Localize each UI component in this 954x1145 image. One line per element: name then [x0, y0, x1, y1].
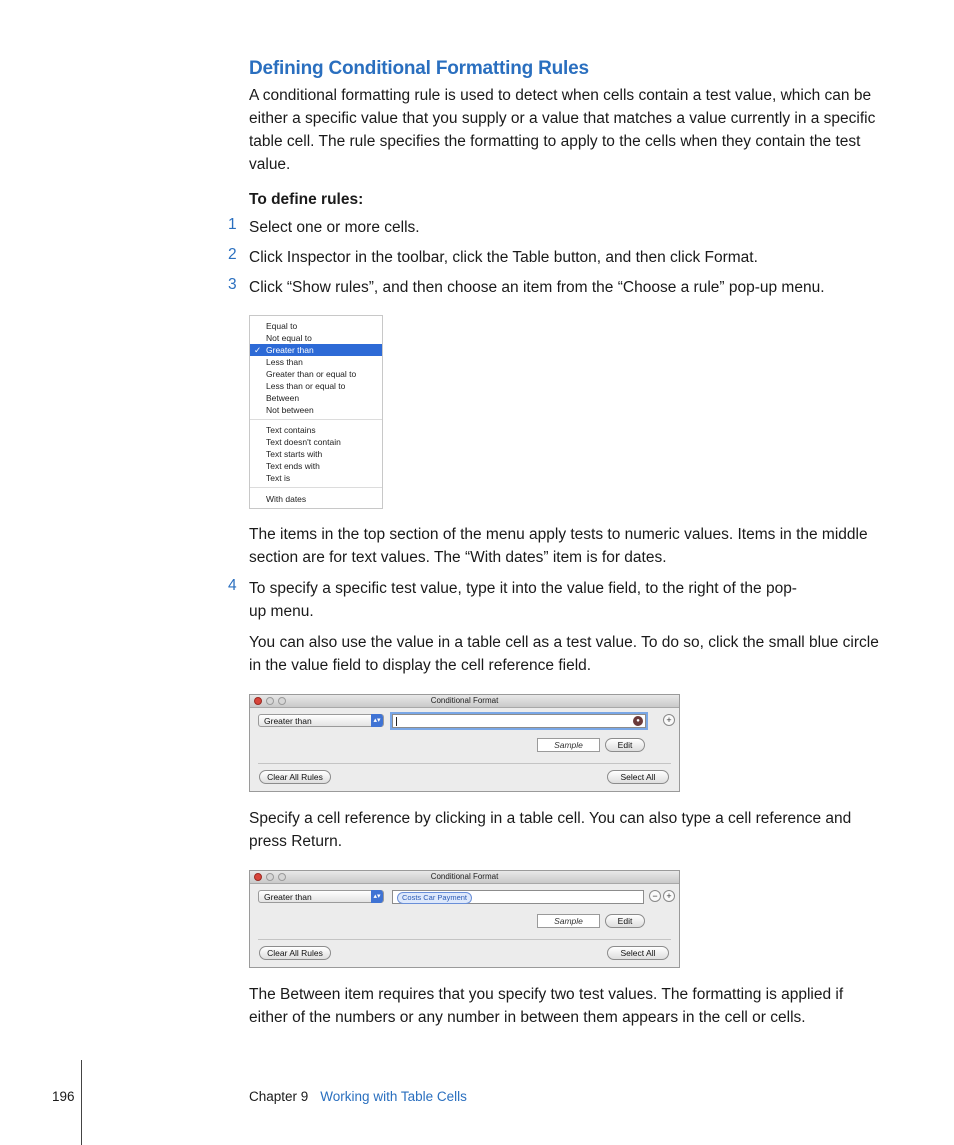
menu-item-not-between[interactable]: Not between	[266, 405, 314, 415]
section-heading: Defining Conditional Formatting Rules	[249, 58, 589, 79]
text-cursor	[396, 717, 397, 726]
clear-all-rules-button[interactable]: Clear All Rules	[259, 946, 331, 960]
menu-item-greater-than[interactable]	[250, 344, 382, 356]
menu-item-less-than[interactable]: Less than	[266, 357, 303, 367]
cell-reference-token[interactable]: Costs Car Payment	[397, 892, 472, 904]
menu-item-text-starts-with[interactable]: Text starts with	[266, 449, 323, 459]
footer-chapter	[249, 1089, 467, 1104]
rule-popup[interactable]	[258, 714, 384, 727]
step-number-2: 2	[228, 246, 237, 263]
popup-arrows-icon: ▴▾	[371, 714, 383, 727]
specify-reference-paragraph: Specify a cell reference by clicking in a table cell. You can also type a cell reference and press Return.	[249, 810, 852, 850]
checkmark-icon: ✓	[254, 345, 262, 355]
menu-item-less-or-equal[interactable]: Less than or equal to	[266, 381, 346, 391]
step-number-3: 3	[228, 276, 237, 293]
menu-separator	[250, 487, 382, 488]
rule-popup-value: Greater than	[264, 716, 312, 726]
menu-item-not-equal-to[interactable]: Not equal to	[266, 333, 312, 343]
value-field[interactable]	[392, 890, 644, 904]
title-bar	[250, 695, 679, 708]
dialog-title: Conditional Format	[430, 872, 499, 881]
chapter-title-link[interactable]: Working with Table Cells	[320, 1089, 467, 1104]
cell-reference-circle-icon[interactable]: ●	[633, 716, 643, 726]
between-paragraph: The Between item requires that you specify two test values. The formatting is applied if either of the numbers or any number in between them appears in the cell or cells.	[249, 986, 844, 1026]
conditional-format-dialog-reference	[249, 870, 680, 968]
rule-popup[interactable]	[258, 890, 384, 903]
step-number-1: 1	[228, 216, 237, 233]
sample-preview: Sample	[537, 914, 600, 928]
menu-item-text-is[interactable]: Text is	[266, 473, 291, 483]
menu-item-between[interactable]: Between	[266, 393, 300, 403]
edit-button[interactable]: Edit	[605, 738, 645, 752]
step-text-3: Click “Show rules”, and then choose an item from the “Choose a rule” pop-up menu.	[249, 279, 825, 296]
conditional-format-dialog	[249, 694, 680, 792]
procedure-subheading: To define rules:	[249, 191, 364, 208]
select-all-button[interactable]: Select All	[607, 946, 669, 960]
menu-item-label: Greater than	[266, 345, 314, 355]
page-number: 196	[52, 1089, 75, 1104]
clear-all-rules-button[interactable]: Clear All Rules	[259, 770, 331, 784]
remove-rule-icon[interactable]: −	[649, 890, 661, 902]
menu-item-equal-to[interactable]: Equal to	[266, 321, 298, 331]
menu-item-text-doesnt-contain[interactable]: Text doesn't contain	[266, 437, 341, 447]
choose-rule-menu	[249, 315, 383, 509]
step-text-1: Select one or more cells.	[249, 219, 420, 236]
step-number-4: 4	[228, 577, 237, 594]
popup-arrows-icon: ▴▾	[371, 890, 383, 903]
cell-value-paragraph: You can also use the value in a table cell as a test value. To do so, click the small blue circle in the value field to display the cell reference field.	[249, 634, 879, 674]
menu-separator	[250, 419, 382, 420]
intro-paragraph: A conditional formatting rule is used to detect when cells contain a test value, which can be either a specific value that you supply or a value that matches a value currently in a specific table cell. The rule specifies the formatting to apply to the cells when they contain the test value.	[249, 87, 876, 173]
add-rule-icon[interactable]: +	[663, 890, 675, 902]
dialog-divider	[258, 939, 671, 940]
select-all-button[interactable]: Select All	[607, 770, 669, 784]
menu-item-text-contains[interactable]: Text contains	[266, 425, 316, 435]
add-rule-icon[interactable]: +	[663, 714, 675, 726]
menu-item-with-dates[interactable]: With dates	[266, 494, 307, 504]
chapter-label: Chapter 9	[249, 1089, 309, 1104]
dialog-divider	[258, 763, 671, 764]
edit-button[interactable]: Edit	[605, 914, 645, 928]
rule-popup-value: Greater than	[264, 892, 312, 902]
title-bar	[250, 871, 679, 884]
menu-item-greater-or-equal[interactable]: Greater than or equal to	[266, 369, 357, 379]
step-text-4: To specify a specific test value, type it into the value field, to the right of the pop-up menu.	[249, 580, 797, 620]
sample-preview: Sample	[537, 738, 600, 752]
menu-note-paragraph: The items in the top section of the menu apply tests to numeric values. Items in the middle section are for text values. The “With dates” item is for dates.	[249, 526, 868, 566]
step-text-2: Click Inspector in the toolbar, click the Table button, and then click Format.	[249, 249, 758, 266]
footer-rule	[81, 1060, 82, 1145]
menu-item-text-ends-with[interactable]: Text ends with	[266, 461, 320, 471]
dialog-title: Conditional Format	[430, 696, 499, 705]
value-field[interactable]	[392, 714, 646, 728]
